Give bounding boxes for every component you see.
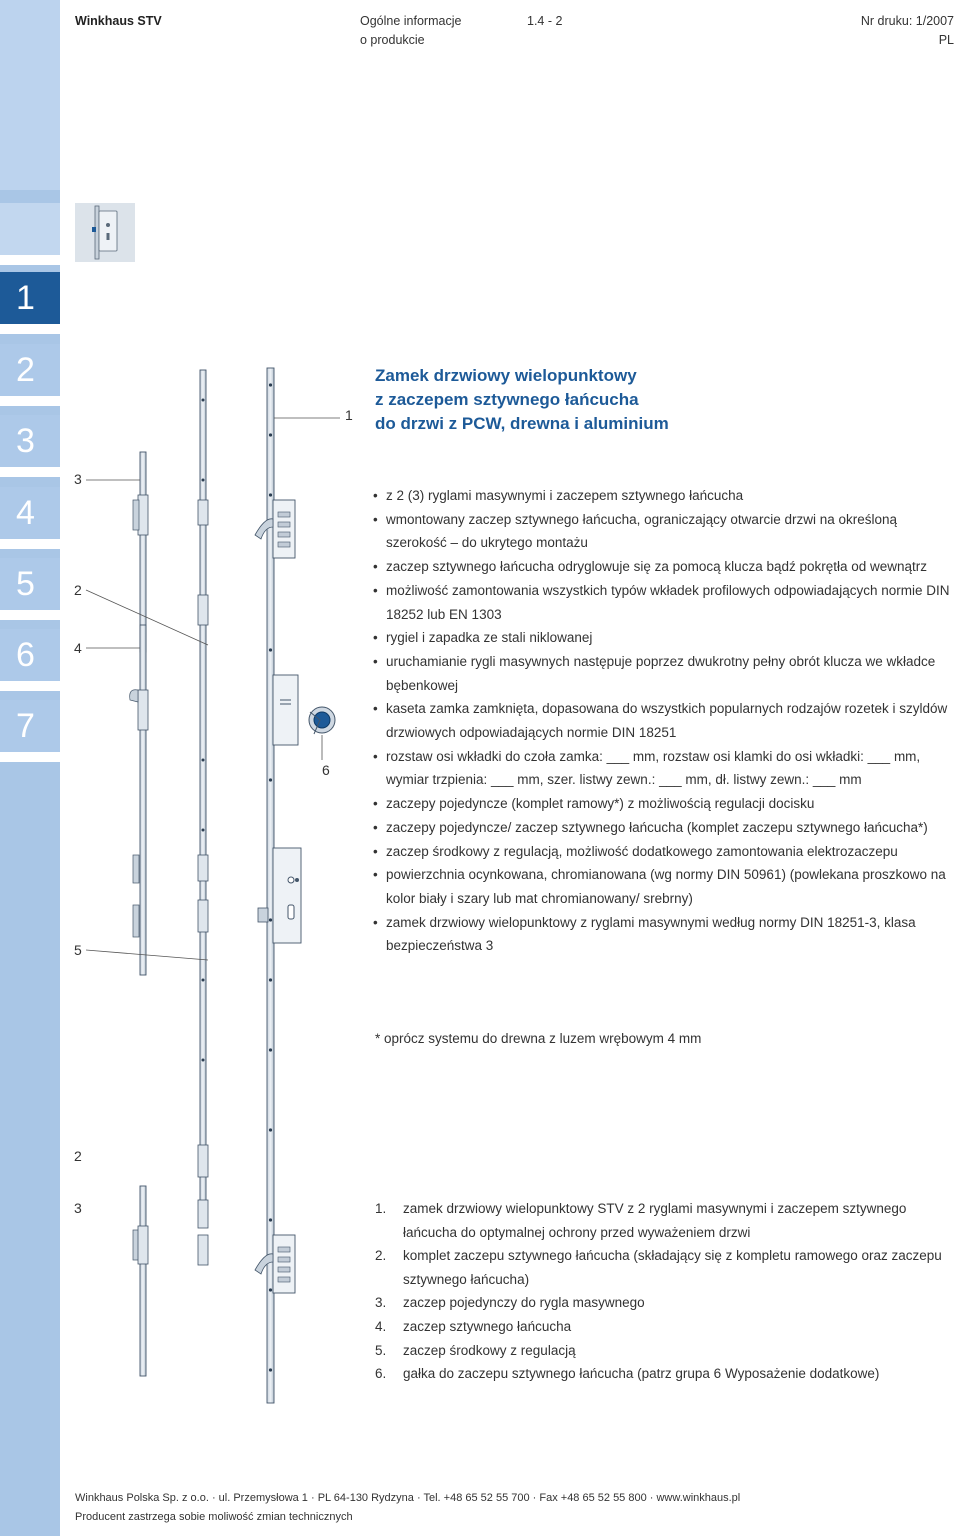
disclaimer: Producent zastrzega sobie moliwość zmian technicznych [75, 1511, 353, 1523]
category-label [360, 12, 461, 50]
part-text: zaczep sztywnego łańcucha [403, 1318, 572, 1334]
part-text: zamek drzwiowy wielopunktowy STV z 2 ryglami masywnymi i zaczepem sztywnego łańcucha do optymalnej ochrony przed wyważeniem drzwi [403, 1201, 907, 1240]
part-number: 3. [375, 1295, 387, 1311]
part-text: zaczep środkowy z regulacją [403, 1342, 576, 1358]
title-line-1: Zamek drzwiowy wielopunktowy [375, 366, 637, 385]
lock-figure [60, 360, 370, 1410]
part-number: 6. [375, 1366, 387, 1382]
part-number: 5. [375, 1342, 387, 1358]
page-number: 1.4 - 2 [527, 14, 563, 28]
parts-list [375, 1197, 955, 1386]
part-number: 1. [375, 1201, 387, 1216]
part-number: 4. [375, 1318, 387, 1334]
part-text: zaczep pojedynczy do rygla masywnego [403, 1295, 645, 1311]
parts-list-item [375, 1197, 955, 1244]
figure-label-5: 5 [74, 942, 82, 958]
figure-label-4: 4 [74, 640, 82, 656]
product-thumbnail [75, 203, 135, 262]
tab-blank [0, 203, 60, 265]
feature-item: • uruchamianie rygli masywnych następuje poprzez dwukrotny pełny obrót klucza we wkładce bębenkowej [373, 650, 959, 697]
feature-item: • kaseta zamka zamknięta, dopasowana do wszystkich popularnych rodzajów rozetek i szyldów drzwiowych odpowiadających normie DIN 18251 [373, 697, 959, 744]
feature-item: • z 2 (3) ryglami masywnymi i zaczepem sztywnego łańcucha [373, 484, 959, 508]
lock-thumbnail-icon [75, 203, 135, 262]
title-line-2: z zaczepem sztywnego łańcucha [375, 390, 639, 409]
figure-label-2: 2 [74, 582, 82, 598]
tab-strip-header [0, 0, 60, 190]
tab-6[interactable]: 6 [0, 629, 60, 691]
feature-item: • powierzchnia ocynkowana, chromianowana (wg normy DIN 50961) (powlekana proszkowo na kolor biały i szary lub mat chromianowany/ srebrny) [373, 863, 959, 910]
feature-list [373, 484, 959, 958]
tab-3[interactable]: 3 [0, 415, 60, 477]
part-text: komplet zaczepu sztywnego łańcucha (składający się z kompletu ramowego oraz zaczepu sztywnego łańcucha) [403, 1248, 942, 1287]
brand-name: Winkhaus STV [75, 14, 162, 28]
figure-label-1: 1 [345, 407, 353, 423]
part-number: 2. [375, 1248, 387, 1264]
frame-strike-bar-lower [140, 625, 146, 975]
feature-item: • zaczepy pojedyncze (komplet ramowy*) z możliwością regulacji docisku [373, 792, 959, 816]
company-address: Winkhaus Polska Sp. z o.o. · ul. Przemysłowa 1 · PL 64-130 Rydzyna · Tel. +48 65 52 55 700 · Fax +48 65 52 55 800 · www.winkhaus.pl [75, 1492, 741, 1504]
figure-label-3-bottom: 3 [74, 1200, 82, 1216]
figure-label-2-bottom: 2 [74, 1148, 82, 1164]
tab-strip-footer [0, 770, 60, 1536]
parts-list-item [375, 1339, 955, 1363]
print-info [861, 12, 954, 50]
chapter-tab-strip [0, 0, 60, 1536]
frame-strike-bar-upper [140, 452, 146, 652]
feature-item: • zaczepy pojedyncze/ zaczep sztywnego łańcucha (komplet zaczepu sztywnego łańcucha*) [373, 816, 959, 840]
feature-item: • wmontowany zaczep sztywnego łańcucha, ograniczający otwarcie drzwi na określoną szerokość – do ukrytego montażu [373, 508, 959, 555]
feature-item: • rygiel i zapadka ze stali niklowanej [373, 626, 959, 650]
tab-7[interactable]: 7 [0, 700, 60, 762]
figure-label-3: 3 [74, 471, 82, 487]
category-line-1: Ogólne informacje [360, 14, 462, 28]
title-line-3: do drzwi z PCW, drewna i aluminium [375, 414, 669, 433]
part-text: gałka do zaczepu sztywnego łańcucha (patrz grupa 6 Wyposażenie dodatkowe) [403, 1366, 880, 1382]
tab-2[interactable]: 2 [0, 344, 60, 406]
multipoint-lock-drawing [60, 360, 370, 1410]
product-title [375, 364, 669, 436]
figure-label-6: 6 [322, 762, 330, 778]
feature-item: • zaczep sztywnego łańcucha odryglowuje się za pomocą klucza bądź pokrętła od wewnątrz [373, 555, 959, 579]
parts-list-item [375, 1291, 955, 1315]
language-code: PL [938, 33, 954, 47]
tab-4[interactable]: 4 [0, 487, 60, 549]
page-footer [75, 1489, 740, 1527]
feature-item: • rozstaw osi wkładki do czoła zamka: ___ mm, rozstaw osi klamki do osi wkładki: ___ mm, wymiar trzpienia: ___ mm, szer. listwy zewn.: ___ mm, dł. listwy zewn.: ___ mm [373, 745, 959, 792]
tab-5[interactable]: 5 [0, 558, 60, 620]
parts-list-item [375, 1244, 955, 1291]
feature-item: • zaczep środkowy z regulacją, możliwość dodatkowego zamontowania elektrozaczepu [373, 840, 959, 864]
frame-strike-bar-bottom [140, 1186, 146, 1376]
category-line-2: o produkcie [360, 33, 425, 47]
print-number: Nr druku: 1/2007 [860, 14, 954, 28]
footnote: * oprócz systemu do drewna z luzem wrębowym 4 mm [375, 1031, 702, 1046]
feature-item: • możliwość zamontowania wszystkich typów wkładek profilowych odpowiadających normie DIN 18252 lub EN 1303 [373, 579, 959, 626]
feature-item: • zamek drzwiowy wielopunktowy z ryglami masywnymi według normy DIN 18251-3, klasa bezpieczeństwa 3 [373, 911, 959, 958]
tab-1[interactable]: 1 [0, 272, 60, 334]
middle-bar [200, 370, 206, 1205]
parts-list-item [375, 1315, 955, 1339]
parts-list-item [375, 1362, 955, 1386]
